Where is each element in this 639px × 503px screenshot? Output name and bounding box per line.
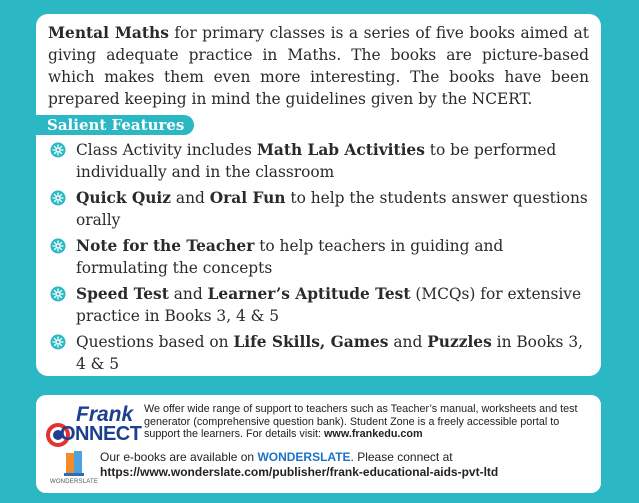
- frank-connect-logo: [46, 403, 142, 447]
- feature-text: Questions based on: [76, 333, 234, 351]
- ebook-url-link[interactable]: https://www.wonderslate.com/publisher/frank-educational-aids-pvt-ltd: [100, 465, 499, 479]
- feature-item: [48, 187, 589, 231]
- feature-text: to help the students answer questions orally: [76, 189, 588, 229]
- description-card: [36, 14, 601, 376]
- ebook-text-1: Our e-books are available on: [100, 450, 258, 464]
- flower-bullet-icon: [50, 142, 66, 158]
- feature-item: [48, 331, 589, 375]
- frank-word: Frank: [76, 403, 134, 426]
- feature-text: (MCQs) for extensive practice in Books 3, 4 & 5: [76, 285, 582, 325]
- feature-text: Class Activity includes: [76, 141, 257, 159]
- wonderslate-logo-label: WONDERSLATE: [49, 479, 99, 485]
- intro-text: for primary classes is a series of five books aimed at giving adequate practice in Maths. The books are picture-based which makes them even more interesting. The books have been prepared keeping in mind the guidelines given by the NCERT.: [48, 24, 589, 108]
- feature-bold-text: Note for the Teacher: [76, 237, 255, 255]
- feature-bold-text: Speed Test: [76, 285, 169, 303]
- feature-text: in Books 3, 4 & 5: [76, 333, 584, 373]
- wonderslate-book-icon: [44, 447, 104, 481]
- connect-word: ONNECT: [60, 423, 142, 445]
- feature-item: [48, 283, 589, 327]
- section-title: Salient Features: [36, 115, 194, 135]
- feature-bold-text: Life Skills, Games: [233, 333, 389, 351]
- flower-bullet-icon: [50, 286, 66, 302]
- flower-bullet-icon: [50, 238, 66, 254]
- feature-bold-text: Quick Quiz: [76, 189, 172, 207]
- support-description: We offer wide range of support to teachers such as Teacher’s manual, worksheets and test generator (comprehensive question bank). Student Zone is a freely accessible portal to support the learners. For details visit:: [144, 403, 578, 440]
- ebook-text: [100, 450, 595, 480]
- flower-bullet-icon: [50, 190, 66, 206]
- feature-text: to help teachers in guiding and formulating the concepts: [76, 237, 504, 277]
- intro-paragraph: [48, 22, 589, 110]
- feature-item: [48, 235, 589, 279]
- feature-item: [48, 139, 589, 183]
- features-list: [48, 139, 589, 375]
- flower-bullet-icon: [50, 334, 66, 350]
- feature-bold-text: Math Lab Activities: [256, 141, 425, 159]
- feature-bold-text: Oral Fun: [209, 189, 286, 207]
- intro-bold-lead: Mental Maths: [48, 24, 169, 42]
- feature-bold-text: Learner’s Aptitude Test: [207, 285, 411, 303]
- wonderslate-logo: [44, 447, 104, 491]
- feature-text: and: [171, 189, 210, 207]
- ebook-brand: WONDERSLATE: [257, 450, 351, 464]
- support-text: [144, 403, 594, 441]
- feature-text: to be performed individually and in the classroom: [76, 141, 557, 181]
- feature-text: and: [388, 333, 428, 351]
- footer-panel: [36, 395, 601, 493]
- feature-bold-text: Puzzles: [427, 333, 492, 351]
- feature-text: and: [168, 285, 208, 303]
- ebook-text-2: . Please connect at: [350, 450, 453, 464]
- support-url-link[interactable]: www.frankedu.com: [324, 428, 423, 440]
